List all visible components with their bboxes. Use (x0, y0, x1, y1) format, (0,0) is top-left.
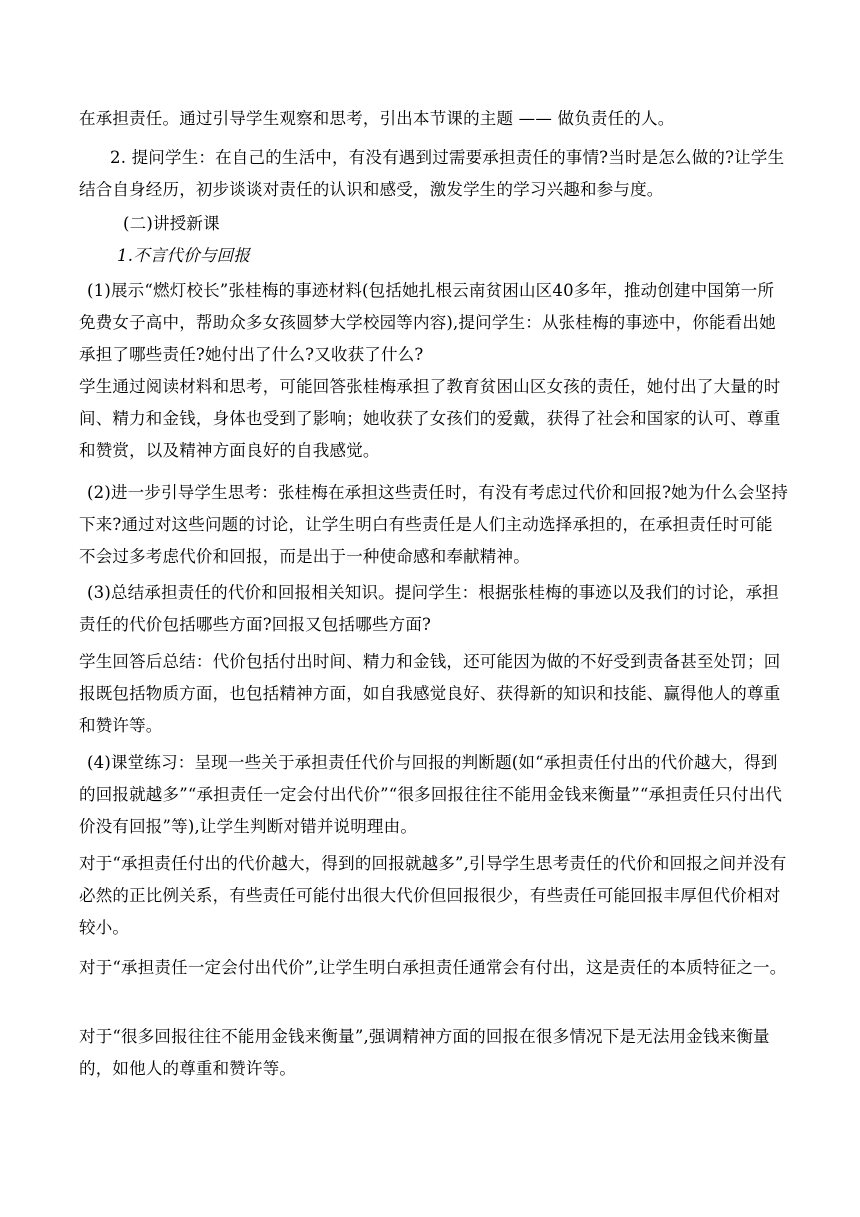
paragraph-explain-1: 对于“承担责任付出的代价越大，得到的回报就越多”,引导学生思考责任的代价和回报之间并没有必然的正比例关系，有些责任可能付出很大代价但回报很少，有些责任可能回报丰厚但代价相对较小。 (79, 854, 787, 937)
paragraph-student-answer-2: 学生回答后总结：代价包括付出时间、精力和金钱，还可能因为做的不好受到责备甚至处罚；回报既包括物质方面，也包括精神方面，如自我感觉良好、获得新的知识和技能、赢得他人的尊重和赞许等。 (79, 652, 781, 735)
paragraph-student-answer-1: 学生通过阅读材料和思考，可能回答张桂梅承担了教育贫困山区女孩的责任，她付出了大量的时间、精力和金钱，身体也受到了影响；她收获了女孩们的爱戴，获得了社会和国家的认可、尊重和赞赏，以及精神方面良好的自我感觉。 (79, 377, 781, 460)
paragraph-item-1: (1)展示“燃灯校长”张桂梅的事迹材料(包括她扎根云南贫困山区40多年，推动创建中国第一所免费女子高中，帮助众多女孩圆梦大学校园等内容),提问学生：从张桂梅的事迹中，你能看出她承担了哪些责任?她付出了什么?又收获了什么? (79, 281, 776, 364)
paragraph-item-4: (4)课堂练习：呈现一些关于承担责任代价与回报的判断题(如“承担责任付出的代价越大，得到的回报就越多”“承担责任一定会付出代价”“很多回报往往不能用金钱来衡量”“承担责任只付出代价没有回报”等),让学生判断对错并说明理由。 (79, 753, 783, 836)
paragraph-explain-2: 对于“承担责任一定会付出代价”,让学生明白承担责任通常会有付出，这是责任的本质特征之一。 (79, 958, 787, 977)
paragraph-item-3: (3)总结承担责任的代价和回报相关知识。提问学生：根据张桂梅的事迹以及我们的讨论，承担责任的代价包括哪些方面?回报又包括哪些方面? (79, 583, 779, 634)
section-heading: (二)讲授新课 (123, 214, 220, 233)
paragraph-explain-3: 对于“很多回报往往不能用金钱来衡量”,强调精神方面的回报在很多情况下是无法用金钱来衡量的，如他人的尊重和赞许等。 (79, 1027, 770, 1078)
subsection-heading: 1.不言代价与回报 (117, 246, 251, 265)
paragraph-question-students: 2. 提问学生：在自己的生活中，有没有遇到过需要承担责任的事情?当时是怎么做的?让学生结合自身经历，初步谈谈对责任的认识和感受，激发学生的学习兴趣和参与度。 (79, 148, 785, 199)
paragraph-item-2: (2)进一步引导学生思考：张桂梅在承担这些责任时，有没有考虑过代价和回报?她为什么会坚持下来?通过对这些问题的讨论，让学生明白有些责任是人们主动选择承担的，在承担责任时可能不会过多考虑代价和回报，而是出于一种使命感和奉献精神。 (79, 483, 789, 566)
paragraph-intro-conclusion: 在承担责任。通过引导学生观察和思考，引出本节课的主题 —— 做负责任的人。 (79, 109, 675, 128)
